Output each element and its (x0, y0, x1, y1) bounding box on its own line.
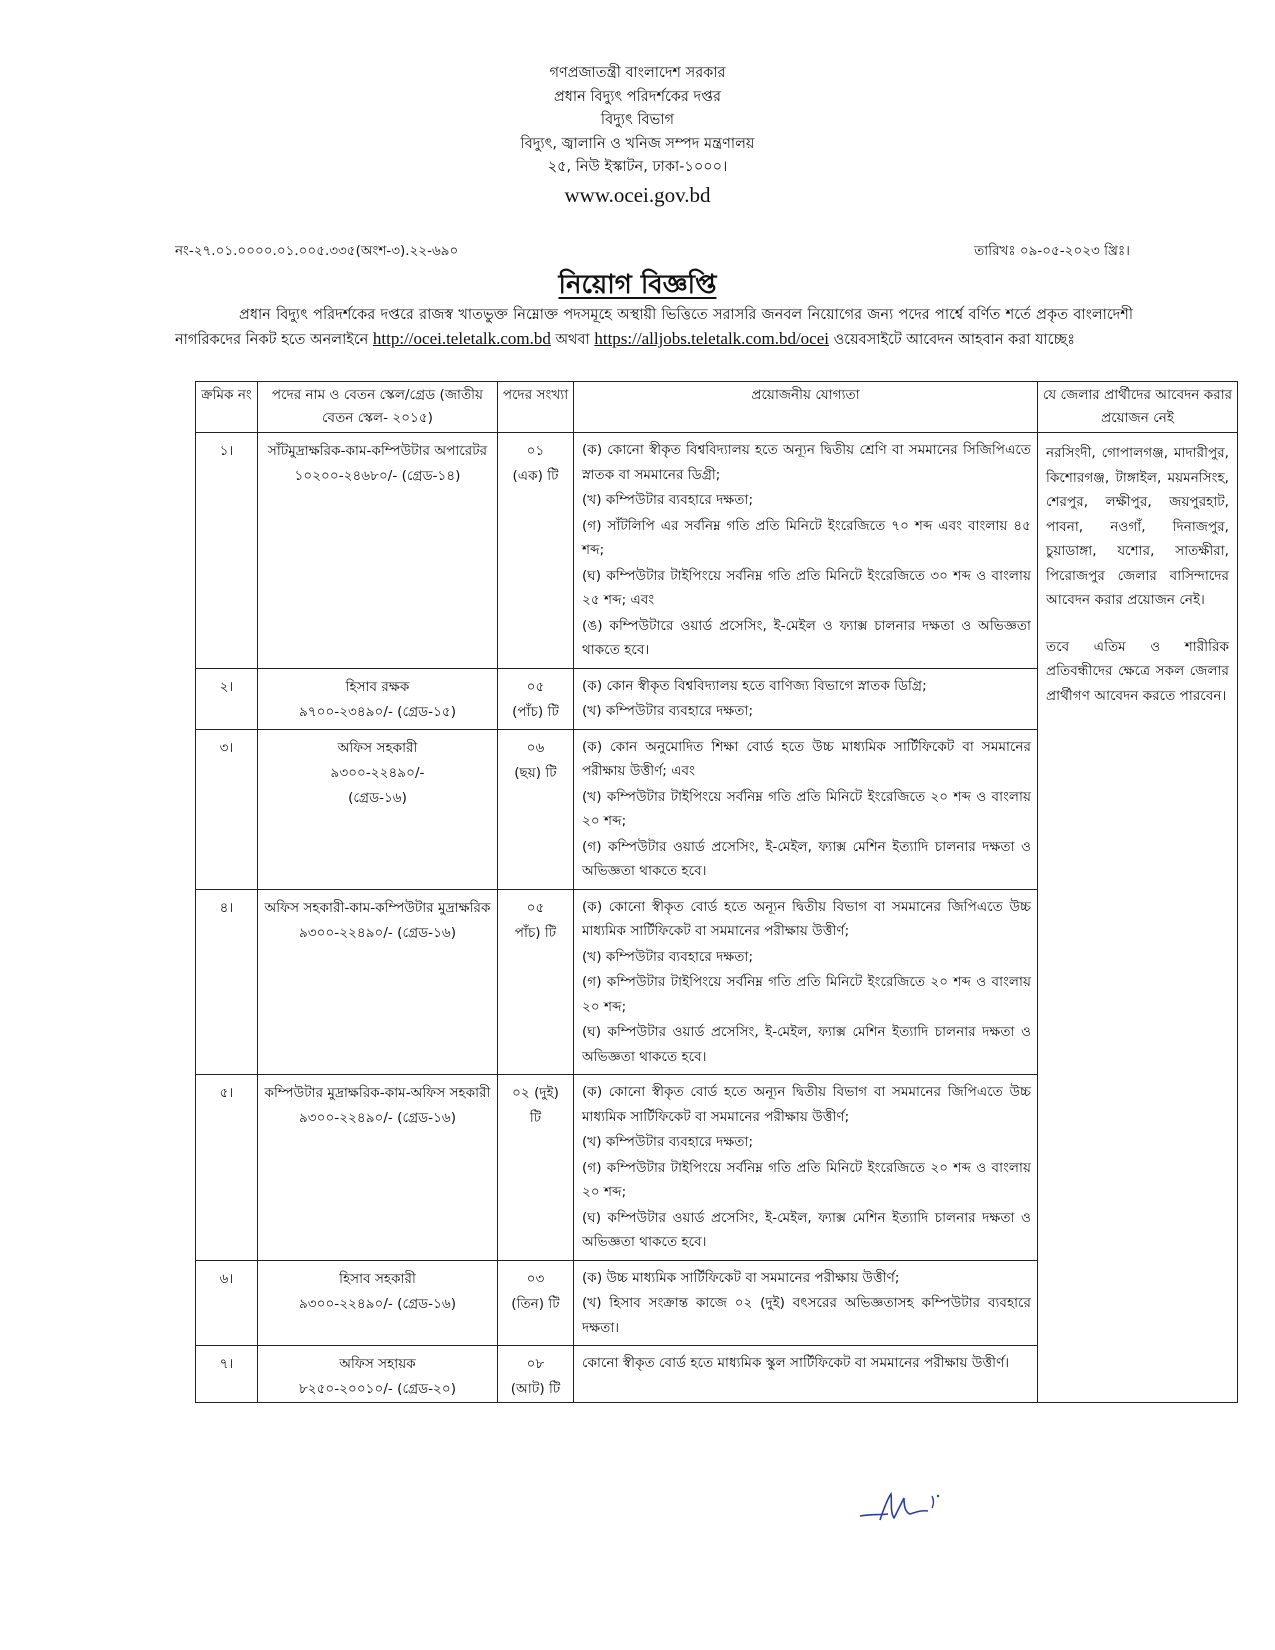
qualification-item: (গ) সাঁটলিপি এর সর্বনিম্ন গতি প্রতি মিনিটে ইংরেজিতে ৭০ শব্দ এবং বাংলায় ৪৫ শব্দ; (582, 517, 1031, 558)
count-cell (498, 1346, 574, 1403)
post-grade: (গ্রেড-১৬) (348, 789, 407, 806)
post-cell (258, 668, 498, 729)
qualification-item: (ক) কোন স্বীকৃত বিশ্ববিদ্যালয় হতে বাণিজ্য বিভাগে স্নাতক ডিগ্রি; (582, 677, 927, 694)
post-cell (258, 1260, 498, 1346)
post-cell (258, 1075, 498, 1261)
table-row (196, 433, 1238, 669)
serial-cell: ২। (196, 668, 258, 729)
qualification-item: (খ) কম্পিউটার ব্যবহারে দক্ষতা; (582, 492, 754, 508)
post-name: কম্পিউটার মুদ্রাক্ষরিক-কাম-অফিস সহকারী (264, 1085, 491, 1101)
count-cell (498, 729, 574, 889)
qualification-item: (ক) কোনো স্বীকৃত বোর্ড হতে অন্যূন দ্বিতীয় বিভাগ বা সমমানের জিপিএতে উচ্চ মাধ্যমিক সার্টিফিকেট বা সমমানের পরীক্ষায় উত্তীর্ণ; (582, 1084, 1031, 1125)
count-words: (ছয়) টি (514, 764, 557, 781)
letterhead-division: বিদ্যুৎ বিভাগ (600, 112, 675, 128)
signature (858, 1490, 948, 1530)
post-name: অফিস সহকারী (337, 739, 418, 756)
count-words: পাঁচ) টি (514, 924, 557, 941)
letterhead-government: গণপ্রজাতন্ত্রী বাংলাদেশ সরকার (549, 65, 726, 81)
count-cell (498, 889, 574, 1075)
teletalk-link[interactable]: http://ocei.teletalk.com.bd (372, 329, 551, 348)
qualification-item: (গ) কম্পিউটার টাইপিংয়ে সর্বনিম্ন গতি প্রতি মিনিটে ইংরেজিতে ২০ শব্দ ও বাংলায় ২০ শব্দ; (582, 1159, 1031, 1200)
count-number: ০৫ (526, 899, 545, 916)
count-words: (আট) টি (510, 1381, 561, 1397)
count-number: ০১ (526, 443, 545, 459)
post-name: হিসাব রক্ষক (345, 678, 410, 695)
qualification-item: (গ) কম্পিউটার টাইপিংয়ে সর্বনিম্ন গতি প্রতি মিনিটে ইংরেজিতে ২০ শব্দ ও বাংলায় ২০ শব্দ; (582, 974, 1031, 1015)
vacancy-table (195, 381, 1238, 1403)
district-exception: তবে এতিম ও শারীরিক প্রতিবন্ধীদের ক্ষেত্রে সকল জেলার প্রার্থীগণ আবেদন করতে পারবেন। (1046, 638, 1229, 704)
col-header-post: পদের নাম ও বেতন স্কেল/গ্রেড (জাতীয় বেতন স্কেল- ২০১৫) (258, 382, 498, 433)
qualification-cell (574, 433, 1038, 669)
qualification-cell (574, 729, 1038, 889)
qualification-item: (ক) কোন অনুমোদিত শিক্ষা বোর্ড হতে উচ্চ মাধ্যমিক সার্টিফিকেট বা সমমানের পরীক্ষায় উত্তীর্ণ; এবং (582, 738, 1031, 779)
qualification-item: (ক) উচ্চ মাধ্যমিক সার্টিফিকেট বা সমমানের পরীক্ষায় উত্তীর্ণ; (582, 1269, 900, 1286)
letterhead-ministry: বিদ্যুৎ, জ্বালানি ও খনিজ সম্পদ মন্ত্রণালয় (520, 135, 755, 152)
count-words: (এক) টি (512, 468, 559, 484)
post-scale: ৮২৫০-২০০১০/- (গ্রেড-২০) (298, 1381, 457, 1397)
qualification-item: (খ) হিসাব সংক্রান্ত কাজে ০২ (দুই) বৎসরের অভিজ্ঞতাসহ কম্পিউটার ব্যবহারে দক্ষতা। (582, 1295, 1031, 1336)
post-cell (258, 433, 498, 669)
count-words: টি (529, 1110, 542, 1126)
count-number: ০৫ (526, 678, 545, 695)
col-header-count: পদের সংখ্যা (498, 382, 574, 433)
count-number: ০৩ (526, 1270, 545, 1287)
count-number: ০৮ (526, 1356, 545, 1372)
qualification-item: (ঘ) কম্পিউটার টাইপিংয়ে সর্বনিম্ন গতি প্রতি মিনিটে ইংরেজিতে ৩০ শব্দ ও বাংলায় ২৫ শব্দ; এবং (582, 567, 1031, 608)
intro-closing: ওয়েবসাইটে আবেদন আহবান করা যাচ্ছেঃ (833, 332, 1075, 348)
post-name: অফিস সহকারী-কাম-কম্পিউটার মুদ্রাক্ষরিক (264, 899, 491, 916)
letterhead-office: প্রধান বিদ্যুৎ পরিদর্শকের দপ্তর (553, 88, 722, 105)
qualification-cell (574, 1346, 1038, 1403)
post-scale: ১০২০০-২৪৬৮০/- (গ্রেড-১৪) (294, 468, 461, 484)
count-words: (পাঁচ) টি (512, 703, 559, 720)
letterhead-website: www.ocei.gov.bd (564, 182, 711, 207)
serial-cell: ৭। (196, 1346, 258, 1403)
qualification-item: (ঘ) কম্পিউটার ওয়ার্ড প্রসেসিং, ই-মেইল, ফ্যাক্স মেশিন ইত্যাদি চালনার দক্ষতা ও অভিজ্ঞতা থাকতে হবে। (582, 1024, 1031, 1065)
intro-paragraph (175, 303, 1133, 352)
qualification-item: (খ) কম্পিউটার টাইপিংয়ে সর্বনিম্ন গতি প্রতি মিনিটে ইংরেজিতে ২০ শব্দ ও বাংলায় ২০ শব্দ; (582, 788, 1031, 829)
letterhead-address: ২৫, নিউ ইস্কাটন, ঢাকা-১০০০। (547, 159, 728, 175)
col-header-qualification: প্রয়োজনীয় যোগ্যতা (574, 382, 1038, 433)
qualification-item: (ক) কোনো স্বীকৃত বোর্ড হতে অন্যূন দ্বিতীয় বিভাগ বা সমমানের জিপিএতে উচ্চ মাধ্যমিক সার্টিফিকেট বা সমমানের পরীক্ষায় উত্তীর্ণ; (582, 898, 1031, 939)
col-header-serial: ক্রমিক নং (196, 382, 258, 433)
notice-date: তারিখঃ ০৯-০৫-২০২৩ খ্রিঃ। (974, 243, 1130, 259)
count-words: (তিন) টি (511, 1295, 560, 1312)
qualification-item: (ক) কোনো স্বীকৃত বিশ্ববিদ্যালয় হতে অন্যূন দ্বিতীয় শ্রেণি বা সমমানের সিজিপিএতে স্নাতক বা সমমানের ডিগ্রী; (582, 442, 1031, 483)
serial-cell: ৫। (196, 1075, 258, 1261)
post-cell (258, 889, 498, 1075)
serial-cell: ৪। (196, 889, 258, 1075)
post-scale: ৯৩০০-২২৪৯০/- (330, 764, 425, 781)
alljobs-link[interactable]: https://alljobs.teletalk.com.bd/ocei (594, 329, 829, 348)
count-cell (498, 668, 574, 729)
qualification-item: (ঘ) কম্পিউটার ওয়ার্ড প্রসেসিং, ই-মেইল, ফ্যাক্স মেশিন ইত্যাদি চালনার দক্ষতা ও অভিজ্ঞতা থাকতে হবে। (582, 1209, 1031, 1250)
post-scale: ৯৭০০-২৩৪৯০/- (গ্রেড-১৫) (298, 703, 457, 720)
post-name: সাঁটমুদ্রাক্ষরিক-কাম-কম্পিউটার অপারেটর (267, 443, 488, 459)
post-scale: ৯৩০০-২২৪৯০/- (গ্রেড-১৬) (298, 1295, 457, 1312)
district-list: নরসিংদী, গোপালগঞ্জ, মাদারীপুর, কিশোরগঞ্জ, টাঙ্গাইল, ময়মনসিংহ, শেরপুর, লক্ষীপুর, জয়পুরহাট, পাবনা, নওগাঁ, দিনাজপুর, চুয়াডাঙ্গা, যশোর, সাতক্ষীরা, পিরোজপুর জেলার বাসিন্দাদের আবেদন করার প্রয়োজন নেই। (1046, 445, 1229, 608)
qualification-cell (574, 889, 1038, 1075)
serial-cell: ১। (196, 433, 258, 669)
post-cell (258, 729, 498, 889)
serial-cell: ৬। (196, 1260, 258, 1346)
serial-cell: ৩। (196, 729, 258, 889)
post-scale: ৯৩০০-২২৪৯০/- (গ্রেড-১৬) (298, 924, 457, 941)
post-name: হিসাব সহকারী (339, 1270, 416, 1287)
memo-number: নং-২৭.০১.০০০০.০১.০০৫.৩৩৫(অংশ-৩).২২-৬৯০ (175, 243, 459, 259)
count-number: ০৬ (526, 739, 545, 756)
qualification-item: (খ) কম্পিউটার ব্যবহারে দক্ষতা; (582, 948, 754, 965)
count-cell (498, 433, 574, 669)
col-header-district: যে জেলার প্রার্থীদের আবেদন করার প্রয়োজন নেই (1038, 382, 1238, 433)
intro-or: অথবা (555, 332, 590, 348)
qualification-item: (খ) কম্পিউটার ব্যবহারে দক্ষতা; (582, 703, 754, 719)
table-header-row (196, 382, 1238, 433)
post-name: অফিস সহায়ক (339, 1356, 416, 1372)
intro-text: প্রধান বিদ্যুৎ পরিদর্শকের দপ্তরে রাজস্ব খাতভুক্ত নিম্নোক্ত পদসমূহে অস্থায়ী ভিত্তিতে সরাসরি জনবল নিয়োগের জন্য পদের পার্শ্বে বর্ণিত শর্তে প্রকৃত বাংলাদেশী নাগরিকদের নিকট হতে অনলাইনে (175, 307, 1133, 348)
qualification-cell (574, 1260, 1038, 1346)
post-cell (258, 1346, 498, 1403)
post-scale: ৯৩০০-২২৪৯০/- (গ্রেড-১৬) (298, 1110, 457, 1126)
qualification-cell (574, 668, 1038, 729)
qualification-cell (574, 1075, 1038, 1261)
district-restriction-cell (1038, 433, 1238, 1403)
letterhead (0, 62, 1275, 208)
qualification-item: (ঙ) কম্পিউটারে ওয়ার্ড প্রসেসিং, ই-মেইল ও ফ্যাক্স চালনার দক্ষতা ও অভিজ্ঞতা থাকতে হবে। (582, 617, 1031, 658)
count-cell (498, 1075, 574, 1261)
qualification-item: (গ) কম্পিউটার ওয়ার্ড প্রসেসিং, ই-মেইল, ফ্যাক্স মেশিন ইত্যাদি চালনার দক্ষতা ও অভিজ্ঞতা থাকতে হবে। (582, 838, 1031, 879)
notice-title-text: নিয়োগ বিজ্ঞপ্তি (558, 270, 717, 300)
qualification-item: (খ) কম্পিউটার ব্যবহারে দক্ষতা; (582, 1134, 754, 1150)
count-number: ০২ (দুই) (512, 1085, 559, 1101)
notice-title (0, 264, 1275, 308)
qualification-item: কোনো স্বীকৃত বোর্ড হতে মাধ্যমিক স্কুল সার্টিফিকেট বা সমমানের পরীক্ষায় উত্তীর্ণ। (582, 1355, 1010, 1371)
count-cell (498, 1260, 574, 1346)
